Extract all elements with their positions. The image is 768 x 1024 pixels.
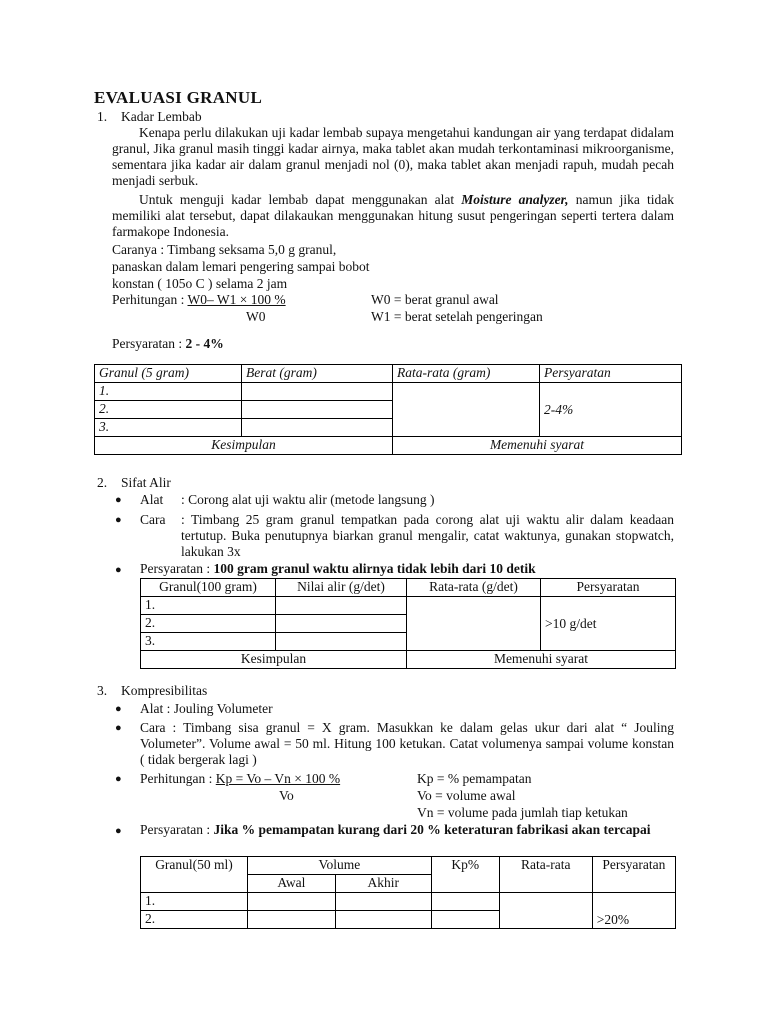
table-cell: 3. [95,419,242,437]
table-cell: 2. [95,401,242,419]
table-cell-kesimpulan: Kesimpulan [141,651,407,669]
caranya-line-1: Caranya : Timbang seksama 5,0 g granul, [112,242,337,257]
bullet-icon: ● [115,494,122,506]
table-row [141,651,676,669]
table-row [141,597,676,615]
alat-text: : Corong alat uji waktu alir (metode langsung ) [181,492,435,507]
caranya-line-3: konstan ( 105o C ) selama 2 jam [112,276,288,291]
table-cell: 1. [141,597,276,615]
table-header: Persyaratan [592,857,675,893]
kompresibilitas-table [140,856,676,929]
section-3-heading: Kompresibilitas [121,683,208,698]
section-1-number: 1. [97,109,108,124]
perhitungan-1-denominator: W0 [246,309,266,324]
table-header-row [141,579,676,597]
persyaratan-2: Persyaratan : 100 gram granul waktu alirnya tidak lebih dari 10 detik [140,561,536,576]
table-cell [242,419,393,437]
table-cell [335,911,431,929]
table-cell [276,597,407,615]
vn-definition: Vn = volume pada jumlah tiap ketukan [417,805,628,820]
table-cell [407,597,541,651]
persyaratan-1: Persyaratan : 2 - 4% [112,336,224,351]
table-cell [248,911,336,929]
cara-text: : Timbang 25 gram granul tempatkan pada corong alat uji waktu alir dalam keadaan tertutup. Buka penutupnya biarkan granul mengalir, catat waktunya, gunakan stopwatch, lakukan 3x [181,512,674,559]
table-subheader: Awal [248,875,336,893]
table-header: Rata-rata (g/det) [407,579,541,597]
table-cell [276,615,407,633]
table-header: Kp% [431,857,499,893]
table-cell: 2. [141,911,248,929]
table-header-row [141,857,676,875]
table-cell: 1. [95,383,242,401]
bullet-icon: ● [115,703,122,715]
cara-label: Cara [140,512,166,527]
table-cell [431,893,499,911]
table-subheader: Akhir [335,875,431,893]
section-1-heading: Kadar Lembab [121,109,202,124]
table-header-row [95,365,682,383]
bullet-icon: ● [115,722,122,734]
table-header: Persyaratan [541,579,676,597]
table-header: Rata-rata (gram) [393,365,540,383]
caranya-line-2: panaskan dalam lemari pengering sampai bobot [112,259,370,274]
table-cell [242,383,393,401]
section-3-number: 3. [97,683,108,698]
section-1-paragraph-1: Kenapa perlu dilakukan uji kadar lembab supaya mengetahui kandungan air yang terdapat didalam granul, Jika granul masih tinggi kadar airnya, maka tablet akan mudah terkontaminasi mikroorganisme, sementara jika kadar air dalam granul menjadi nol (0), maka tablet akan menjadi rapuh, mudah pecah menjadi serbuk. [112,125,674,188]
table-cell-result: Memenuhi syarat [407,651,676,669]
table-cell [393,383,540,437]
section-1-paragraph-2: Untuk menguji kadar lembab dapat menggunakan alat Moisture analyzer, namun jika tidak memiliki alat tersebut, dapat dilakaukan menggunakan hitung susut pengeringan seperti tertera dalam farmakope Indonesia. [112,192,675,239]
w1-definition: W1 = berat setelah pengeringan [371,309,543,324]
table-cell [335,893,431,911]
moisture-analyzer-term: Moisture analyzer, [461,192,569,207]
kp-definition: Kp = % pemampatan [417,771,532,786]
table-cell-kesimpulan: Kesimpulan [95,437,393,455]
table-cell [499,893,592,929]
table-row [141,893,676,911]
table-cell: 3. [141,633,276,651]
kompresibilitas-alat: Alat : Jouling Volumeter [140,701,273,716]
table-header: Granul(50 ml) [141,857,248,893]
perhitungan-3: Perhitungan : Kp = Vo – Vn × 100 % [140,771,341,786]
table-cell [276,633,407,651]
table-cell: 2. [141,615,276,633]
bullet-icon: ● [115,514,122,526]
table-cell-persyaratan: >20% [592,893,675,929]
table-cell: 1. [141,893,248,911]
perhitungan-1: Perhitungan : W0– W1 × 100 % [112,292,286,307]
table-header: Berat (gram) [242,365,393,383]
alat-label: Alat [140,492,164,507]
kompresibilitas-cara: Cara : Timbang sisa granul = X gram. Masukkan ke dalam gelas ukur dari alat “ Jouling Volumeter”. Volume awal = 50 ml. Hitung 100 ketukan. Catat volumenya sampai volume konstan ( tidak bergerak lagi ) [140,720,674,767]
sifat-alir-table [140,578,676,669]
table-cell-persyaratan: >10 g/det [541,597,676,651]
table-cell [248,893,336,911]
table-cell [431,911,499,929]
section-2-heading: Sifat Alir [121,475,171,490]
table-header: Granul (5 gram) [95,365,242,383]
document-title: EVALUASI GRANUL [94,88,263,107]
table-row [95,383,682,401]
bullet-icon: ● [115,825,122,837]
section-2-number: 2. [97,475,108,490]
table-header: Persyaratan [540,365,682,383]
table-cell [242,401,393,419]
kadar-lembab-table [94,364,682,455]
table-cell-result: Memenuhi syarat [393,437,682,455]
w0-definition: W0 = berat granul awal [371,292,499,307]
perhitungan-3-formula: Kp = Vo – Vn × 100 % [215,771,341,786]
bullet-icon: ● [115,564,122,576]
perhitungan-1-formula: W0– W1 × 100 % [187,292,286,307]
perhitungan-3-denominator: Vo [279,788,294,803]
table-row [95,437,682,455]
bullet-icon: ● [115,773,122,785]
table-header: Nilai alir (g/det) [276,579,407,597]
table-header: Rata-rata [499,857,592,893]
table-header: Volume [248,857,432,875]
table-cell-persyaratan: 2-4% [540,383,682,437]
vo-definition: Vo = volume awal [417,788,516,803]
table-header: Granul(100 gram) [141,579,276,597]
persyaratan-3: Persyaratan : Jika % pemampatan kurang dari 20 % keteraturan fabrikasi akan tercapai [140,822,651,837]
